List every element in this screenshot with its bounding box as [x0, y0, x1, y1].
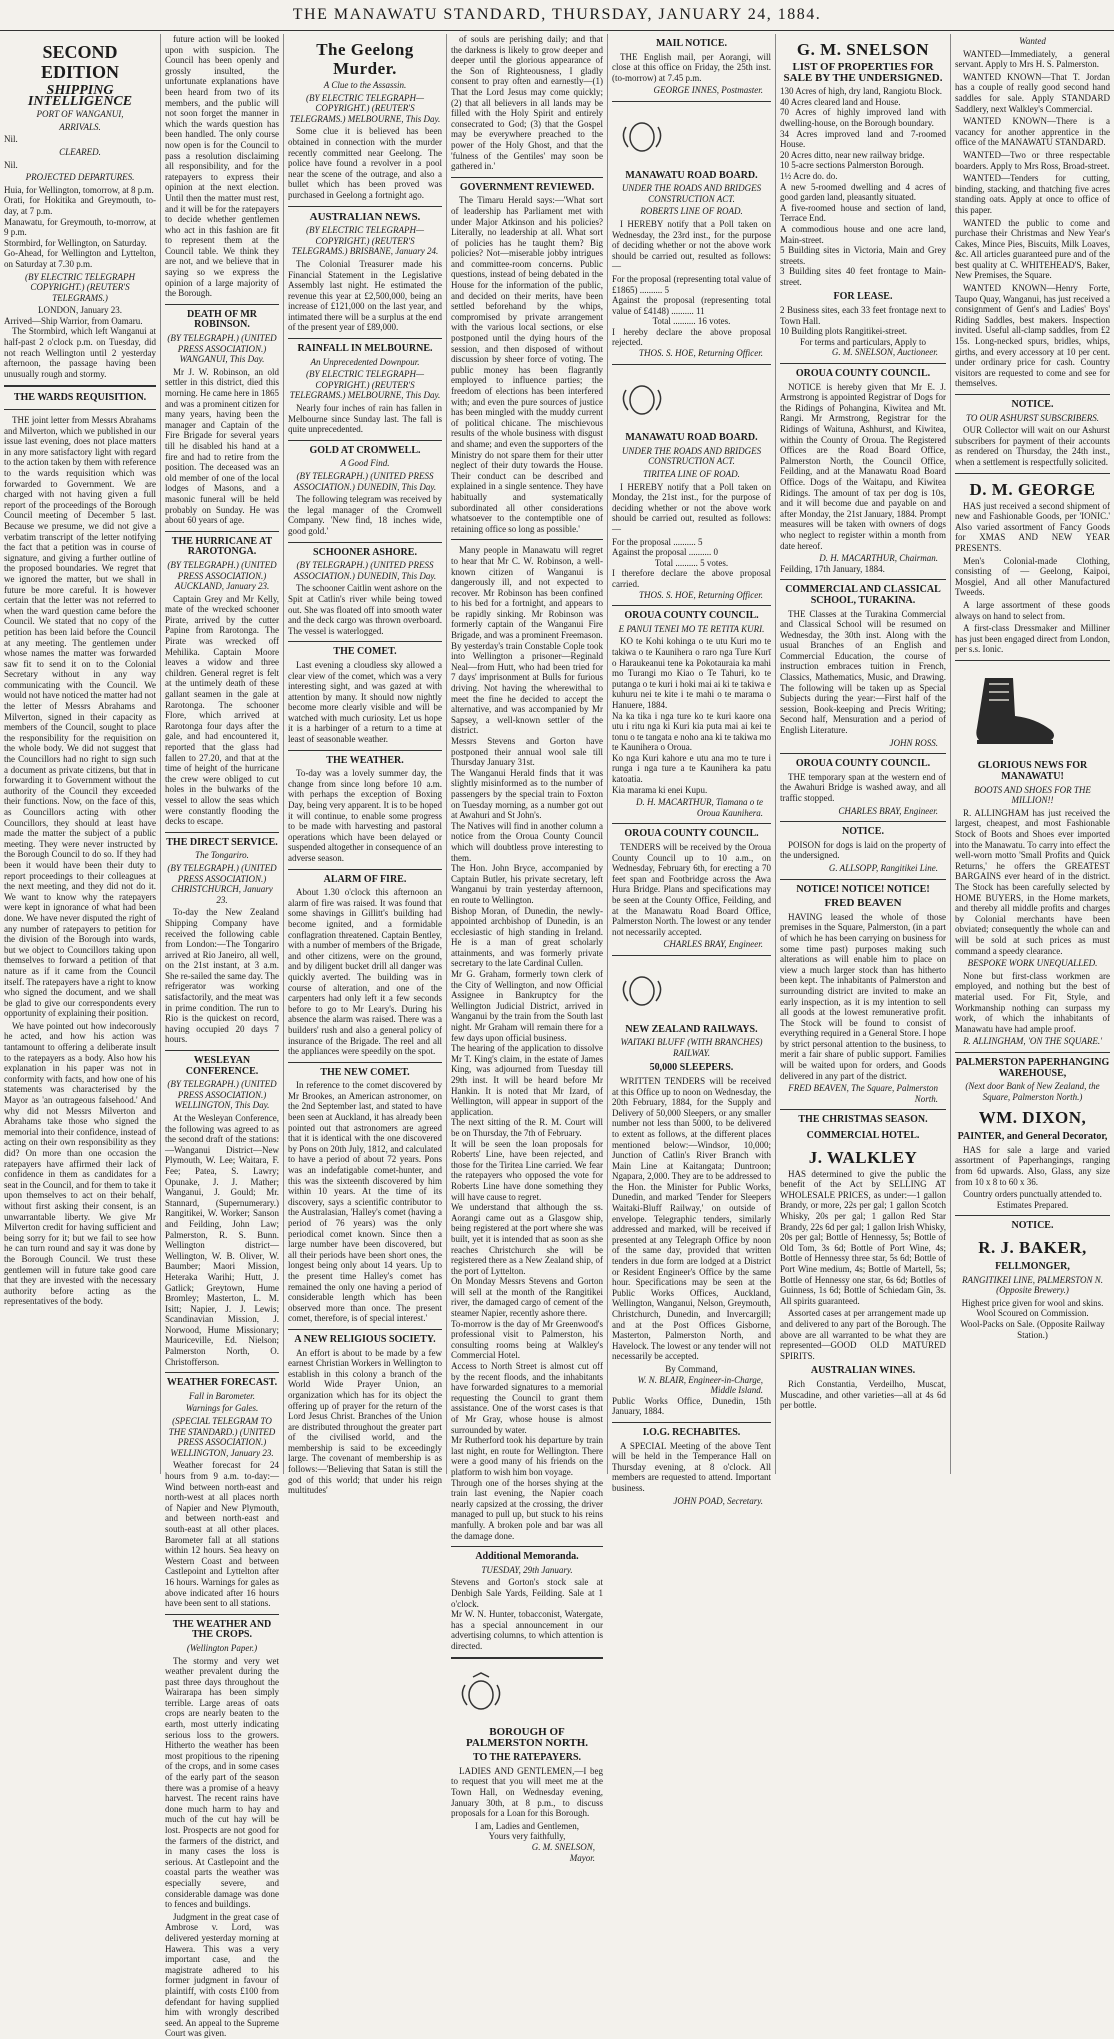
property-item: 1½ Acre do. do.: [780, 170, 838, 181]
baker-ad: Highest price given for wool and skins.: [961, 1297, 1104, 1308]
column-3: [284, 34, 447, 1496]
wanted-ad: WANTED—Tenders for cutting, binding, stacking, and thatching five acres standing oats. Apply at once to office of this paper.: [955, 173, 1110, 215]
judgment-article: Judgment in the great case of Ambrose v. Lord, was delivered yesterday morning at Hawera. This was a very important case, and the magistrate adhered to his former judgment in favour of plaintiff, with costs £100 from defendant for having supplied him with wrongly described seed. An appeal to the Supreme Court was given.: [165, 1911, 279, 2039]
religious-society-heading: A NEW RELIGIOUS SOCIETY.: [294, 1333, 436, 1345]
wanted-ad: WANTED KNOWN—There is a vacancy for another apprentice in the office of the MANAWATU STANDARD.: [955, 116, 1110, 148]
walkley-ad: HAS determined to give the public the benefit of the Act by SELLING AT WHOLESALE PRICES, as under:—1 gallon Brandy, or more, 22s per gal; 1 gallon Scotch Whisky, 20s per gal; 1 gallon Red Star Brandy, 22s 6d per gal; 1 gallon Irish Whisky, 20s per gal; Bottle of Hennessy, 5s; Bottle of Old Tom, 3s 6d; Bottle of Port Wine, 4s; Bottle of Hennessy three star, 5s 6d; Bottle of Port Wine medium, 4s; Bottle of Martell, 5s; Bottle of Hennessy one star, 6s 6d; Bottles of Guinness, 1s 6d; Bottle of Schiedam Gin, 3s. All spirits guaranteed.: [780, 1168, 946, 1306]
weather-article: To-day was a lovely summer day, the change from since long before 10 a.m. with perhaps the exception of Boxing Day, being very apparent. It is to be hoped it will continue, to enable some progress to be made with harvesting and pastoral operations which have been delayed or suspended altogether in consequence of an adverse season.: [288, 768, 442, 863]
maori-notice-sign: D. H. MACARTHUR, Tiamana o te Oroua Kaunihera.: [636, 797, 763, 818]
tenders-sign: CHARLES BRAY, Engineer.: [663, 939, 763, 950]
borough-sign: I am, Ladies and Gentlemen,: [475, 1820, 579, 1831]
gold-wire: (BY TELEGRAPH.) (UNITED PRESS ASSOCIATION.) DUNEDIN, This Day.: [293, 471, 437, 492]
crops-article: The stormy and very wet weather prevalent during the past three days throughout the Wairarapa has been simply terrible. Large areas of oats crops are nearly beaten to the earth, most utterly indicating serious loss to the growers. Hitherto the weather has been most propitious to the ripening of the crops, and in some cases of the early part of the season there was a promise of a heavy harvest. The recent rains have done much harm to hay and much of the cut hay will be lost. Prospects are not good for the farmers of the district, and in many cases the loss is serious. At Castlepoint and the coastal parts the weather was especially severe, and considerable damage was done to fences and buildings.: [165, 1655, 279, 1910]
christmas-heading: THE CHRISTMAS SEASON.: [798, 1114, 928, 1126]
geelong-sub: A Clue to the Assassin.: [323, 80, 407, 90]
wanted-ad: WANTED the public to come and purchase their Christmas and New Year's Cakes, Mince Pies, Biscuits, Milk Loaves, &c. All articles guaranteed pure and of the best quality at C. WHITEHEAD'S, Baker, New Premises, the Square.: [955, 217, 1110, 281]
school-heading: COMMERCIAL AND CLASSICAL SCHOOL, TURAKINA.: [785, 584, 941, 606]
robinson-article: Mr J. W. Robinson, an old settler in this district, died this morning. He came here in 1865 and was a prominent citizen for many years, having been the manager and Captain of the Fire Brigade for several years till he disabled his hand at a fire and had to retire from the position. The deceased was an old member of one of the local lodges of Masons, and a masonic funeral will be held probably on Sunday. He was about 60 years of age.: [165, 366, 279, 526]
poll-declaration: I therefore declare the above proposal carried.: [612, 568, 771, 589]
wines-ad: Rich Constantia, Verdeilho, Muscat, Muscadine, and other varieties—all at 4s 6d per bottle.: [780, 1378, 946, 1411]
wards-article: THE joint letter from Messrs Abrahams and Milverton, which we published in our issue last evening, does not place matters in any more satisfactory light with regard to the action taken by them with reference to the wards requisition which was forwarded to Government. We are charged with not having given a full report of the proceedings of the Borough Council meeting of December 5 last. Because we presume, we did not give a verbatim transcript of the letter notifying the fact that a petition was in course of signature, and giving a further outline of the proposed boundaries. We regret that we ignored the matter, but we shall in future be more careful. It is however certain that the letter was not referred to when the ward question came before the Council. We stated that no copy of the petition has been laid before the Council at any meeting. The gentlemen under whose names the matter was forwarded saw fit to send it on to the Colonial Secretary without in any way communicating with the Council. We would not have noticed the matter had not the letter of Messrs Abrahams and Milverton, signed in their capacity as members of the Council, sought to place the responsibility for the requisition on the whole body. We did not suggest that the Councillors had no right to sign such a document as private citizens, but that in forwarding it to Government without the authority of the Council they exceeded their functions. Now, on the face of this, as Councillors acting with other Councillors, they should at least have made the matter the subject of a public meeting. They were never instructed by the Borough Council to do so. If they had been it would have been their duty to report proceedings to their colleagues at the next meeting, and they did not do it. We want to know why the ratepayers were kept in ignorance of what had been done. We have never disputed the right of any number of ratepayers to petition for the division of the Borough into wards, but we object to Councillors taking upon themselves to forward a petition of that nature as if it came from the Council itself. The ratepayers have a right to know who signed the document, and we shall be glad to give our correspondents every opportunity of explaining their position.: [4, 415, 156, 1019]
wards-heading: THE WARDS REQUISITION.: [13, 392, 147, 404]
weather-forecast-sub: Fall in Barometer.: [189, 1390, 255, 1401]
walkley-ad-continued: Assorted cases at per arrangement made up and delivered to any part of the Borough. The above are all warranted to be what they are represented—GOOD OLD MATURED SPIRITS.: [780, 1308, 946, 1361]
gold-heading: GOLD AT CROMWELL.: [309, 444, 421, 456]
wesleyan-wire: (BY TELEGRAPH.) (UNITED PRESS ASSOCIATION.) WELLINGTON, This Day.: [167, 1079, 277, 1111]
ashurst-notice: OUR Collector will wait on our Ashurst subscribers for payment of their accounts as rendered on Thursday, the 24th inst., when a settlement is respectfully solicited.: [955, 425, 1110, 467]
weather-forecast-heading: WEATHER FORECAST.: [166, 1377, 278, 1389]
departure-item: Huia, for Wellington, tomorrow, at 8 p.m.: [4, 184, 154, 195]
additional-memoranda-item: Stevens and Gorton's stock sale at Denbigh Sale Yards, Feilding. Sale at 1 o'clock.: [451, 1577, 603, 1609]
boots-sub: BOOTS AND SHOES FOR THE MILLION!!: [974, 784, 1091, 806]
coat-of-arms-icon: [612, 376, 672, 420]
property-item: 5 Building sites in Victoria, Main and Grey streets.: [780, 245, 946, 266]
column-2: [161, 34, 284, 2039]
rainfall-heading: RAINFALL IN MELBOURNE.: [297, 343, 433, 355]
railways-sign: By Command,: [665, 1363, 718, 1374]
george-ad: Men's Colonial-made Clothing, consisting of — Geelong, Kaipoi, Mosgiel, And all other Manufactured Tweeds.: [955, 555, 1110, 598]
departure-item: Manawatu, for Greymouth, to-morrow, at 9 p.m.: [4, 216, 156, 238]
lease-heading: FOR LEASE.: [833, 291, 893, 303]
allingham-ad: R. ALLINGHAM has just received the largest, cheapest, and most Fashionable Stock of Boots and Shoes ever imported into the Manawatu. To carry into effect the well-worn motto 'Small Profits and Quick Returns,' he offers the GREATEST BARGAINS ever heard of in the district. The Stock has been carefully selected by HOME BUYERS, in the Home markets, and thereby all middle profits and charges by Colonial merchants have been obviated; consequently the whole can and will be sold at such prices as must command a speedy clearance.: [955, 807, 1110, 956]
property-item: A commodious house and one acre land, Main-street.: [780, 223, 946, 245]
additional-memoranda-date: TUESDAY, 29th January.: [481, 1564, 573, 1575]
baker-sub: FELLMONGER,: [995, 1261, 1070, 1273]
hurricane-article: Captain Grey and Mr Kelly, mate of the wrecked schooner Pirate, arrived by the cutter Papine from Rarotonga. The Pirate was wrecked off Mehilika. Captain Moore leaves a widow and three children. General regret is felt at the untimely death of these gallant seamen in the gale at Rarotonga. The schooner Flore, which arrived at Rarotonga four days after the gale, and had encountered it, reported that the glass had fallen to 27.20, and that at the time of height of the hurricane the crew were obliged to cut holes in the bulwarks of the vessel to allow the seas which were constantly flooding the decks to escape.: [165, 593, 279, 827]
beaven-heading: FRED BEAVEN: [824, 897, 902, 910]
weather-forecast-wire: (SPECIAL TELEGRAM TO THE STANDARD.) (UNITED PRESS ASSOCIATION.) WELLINGTON, January 23.: [168, 1416, 276, 1458]
column-1: [0, 34, 161, 1474]
gold-article: The following telegram was received by the legal manager of the Cromwell Company. 'New find, 18 inches wide, good gold.': [288, 494, 442, 536]
road-board-notice: I HEREBY notify that a Poll taken on Monday, the 21st inst., for the purpose of deciding whether or not the above work should be carried out, resulted as follows:—: [612, 481, 771, 534]
wanted-ad: WANTED—Two or three respectable boarders. Apply to Mrs Ross, Broad-street.: [955, 149, 1110, 171]
robinson-wire: (BY TELEGRAPH.) (UNITED PRESS ASSOCIATION.) WANGANUI, This Day.: [167, 333, 277, 365]
road-line: ROBERTS LINE OF ROAD.: [640, 206, 743, 217]
railways-sign: W. N. BLAIR, Engineer-in-Charge, Middle Island.: [637, 1374, 763, 1396]
school-notice: THE Classes at the Turakina Commercial and Classical School will be resumed on Wednesday, the 30th inst. Along with the usual Branches of an English and Commercial Education, the course of instruction embraces tuition in French, Classics, Mathematics, Music, and Drawing. The following will be taken up as Special Subjects during the year:—First half of the session, Book-keeping and Precis Writing; Second half, Mensuration and a period of English Literature.: [780, 608, 946, 736]
dog-registrar-notice: NOTICE is hereby given that Mr E. J. Armstrong is appointed Registrar of Dogs for the Ridings of Pohangina, Kiwitea and Mt. Rangi. Mr Armstrong, Registrar for the Ridings of Waituna, Ashhurst, and Kiwitea, within the County of Oroua. The Registered Offices are the Road Board Office, Palmerston North, the Council Office, Feilding, and at the Manawatu Road Board Office. Dogs of the Waitapu, and Kiwitea Ridings. The amount of tax per dog is 10s, and it will become due and payable on and after Monday, the 21st January, 1884. Prompt measures will be taken with owners of dogs who neglect to register within a month from date hereof.: [780, 381, 946, 551]
property-item: 130 Acres of high, dry land, Rangiotu Block.: [780, 86, 942, 97]
allingham-sign: R. ALLINGHAM, 'ON THE SQUARE.': [963, 1036, 1102, 1047]
departure-item: Go-Ahead, for Wellington and Lyttelton, on Saturday at 7.30 p.m.: [4, 248, 156, 269]
arrivals-label: ARRIVALS.: [59, 121, 101, 132]
wire-text: Arrived—Ship Warrior, from Oamaru.: [4, 315, 143, 326]
property-item: 3 Building sites 40 feet frontage to Main-street.: [780, 266, 946, 287]
wesleyan-article: At the Wesleyan Conference, the following was agreed to as the second draft of the stations:—Wanganui District—New Plymouth, W. Lee; Waitara, F. Fee; Patea, S. Lawry; Opunake, J. J. Mather; Wanganui, J. Gould; Mr. Stannard, (Supernumerary.) Rangitikei, W. Worker; Sanson and Feilding, John Law; Palmerston, R. S. Bunn. Wellington district—Wellington, W. B. Oliver, W. Baumber; Maori Mission, Heteraka Warihi; Hutt, J. Gatlick; Greytown, Hume Bromley; Masterton, L. M. Isitt; Napier, J. J. Lewis; Scandinavian Mission, J. Norwood, Hume Missionary; Mauriceville, Ed. Nielson; Palmerston North, O. Christofferson.: [165, 1113, 279, 1367]
poll-declaration: I hereby declare the above proposal rejected.: [612, 326, 771, 348]
hotel-heading: COMMERCIAL HOTEL.: [806, 1130, 920, 1142]
poll-for: For the proposal (representing total value of £1865) .......... 5: [612, 273, 771, 295]
borough-sign: G. M. SNELSON,: [531, 1842, 595, 1852]
baker-address: RANGITIKEI LINE, PALMERSTON N. (Opposite Brewery.): [962, 1274, 1103, 1296]
road-board-sub: UNDER THE ROADS AND BRIDGES CONSTRUCTION ACT.: [621, 183, 762, 204]
rainfall-sub: An Unprecedented Downpour.: [310, 356, 420, 367]
george-heading: D. M. GEORGE: [969, 479, 1096, 499]
sleepers-heading: 50,000 SLEEPERS.: [649, 1062, 734, 1074]
hurricane-wire: (BY TELEGRAPH.) (UNITED PRESS ASSOCIATION.) AUCKLAND, January 23.: [167, 559, 277, 592]
road-board-notice: I HEREBY notify that a Poll taken on Wednesday, the 23rd inst., for the purpose of deciding whether or not the above work should be carried out, resulted as follows:—: [612, 218, 771, 272]
wesleyan-heading: WESLEYAN CONFERENCE.: [185, 1055, 259, 1077]
robinson-heading: DEATH OF MR ROBINSON.: [187, 308, 257, 331]
wanted-ad: WANTED KNOWN—Henry Forte, Taupo Quay, Wanganui, has just received a consignment of Gent's and Ladies' Boys' Riding Saddles, best makers. Inspection invited. Useful all-clamp saddles, from £2 15s. Long-necked spurs, bridles, whips, girths, and every accessory at 10 per cent. under ordinary price for cash. Country visitors are requested to come and see for themselves.: [955, 283, 1110, 389]
government-heading: GOVERNMENT REVIEWED.: [459, 181, 595, 193]
maori-notice: KO te Kohi kohinga o te utu Kuri mo te takiwa o te Kaunihera o raro nga Ture Kurī o Haraukeanui tene ka Pokotauraia ka mahi mo Turangi mo Kiao o Te Tahuri, ko te putanga o te kuri i hoki mai ai ki te takiwa e kuhuru nei te kite i te mahi o te marama o Hanuere, 1884. Na ka tika i nga ture ko te kuri kaore ona utu i ritu nga ki Kuri kia puta mai ai kei te tonu o te tangata e noho ana ki te takiwa mo te Kaunihera o Oroua. Ko nga Kuri kahore e utu ana mo te ture i runga i nga ture a te Kaunihera ka patu katoatia. Kia marama ki enei Kupu.: [612, 636, 771, 795]
oroua-council-heading: OROUA COUNTY COUNCIL.: [795, 368, 931, 380]
cleared-value: Nil.: [4, 159, 18, 170]
notice-heading: NOTICE.: [1011, 399, 1054, 410]
mail-notice-sign: GEORGE INNES, Postmaster.: [653, 85, 763, 96]
railways-sub: WAITAKI BLUFF (WITH BRANCHES) RAILWAY.: [620, 1037, 763, 1058]
arrivals-value: Nil.: [4, 134, 18, 145]
dixon-sub: PAINTER, and General Decorator,: [957, 1131, 1108, 1143]
wanted-ad: WANTED—Immediately, a general servant. Apply to Mrs H. S. Palmerston.: [955, 48, 1110, 70]
bridge-sign: CHARLES BRAY, Engineer.: [838, 805, 938, 816]
snelson-apply: For terms and particulars, Apply to: [800, 336, 926, 347]
dixon-heading: WM. DIXON,: [978, 1108, 1087, 1128]
glorious-news-heading: GLORIOUS NEWS FOR MANAWATU!: [977, 760, 1088, 783]
wire-dateline: LONDON, January 23.: [38, 305, 122, 316]
direct-service-heading: THE DIRECT SERVICE.: [166, 836, 278, 848]
shipping-heading: SHIPPING INTELLIGENCE: [27, 83, 133, 109]
oroua-council-heading: OROUA COUNTY COUNCIL.: [624, 828, 759, 840]
fire-article: About 1.30 o'clock this afternoon an alarm of fire was raised. It was found that some shavings in Gillitt's building had become ignited, and a formidable conflagration threatened. Captain Bentley, with a number of members of the Brigade, and other citizens, were on the ground, and by diligent bucket drill all danger was quickly averted. The building was in course of alteration, and one of the carpenters had only left it a few seconds before to go to Mr Leary's. During his absence the alarm was raised. There was a builders' rush and also a general policy of insurance of the Brigade. The reel and all the appliances were speedily on the spot.: [288, 887, 442, 1057]
additional-memoranda-item: Mr W. N. Hunter, tobacconist, Watergate, has a special announcement in our advertising columns, to which attention is directed.: [451, 1609, 603, 1651]
george-ad: HAS just received a second shipment of new and Fashionable Goods, per 'IONIC.' Also varied assortment of Fancy Goods for XMAS AND NEW YEAR PRESENTS.: [955, 500, 1110, 553]
borough-sub: TO THE RATEPAYERS.: [472, 1752, 582, 1764]
paperhanging-sub: (Next door Bank of New Zealand, the Square, Palmerston North.): [965, 1081, 1100, 1102]
wines-heading: AUSTRALIAN WINES.: [810, 1365, 916, 1377]
wards-continuation: future action will be looked upon with suspicion. The Council has been openly and grossly insulted, the unfortunate explanations have been heard from two of its members, and the public will not soon forget the manner in which the wards question has been handled. The only course now open is for the Council to pass a resolution disclaiming all responsibility, and for the ratepayers to express their opinion at the next election. Until then the matter must rest, and it will be for the ratepayers to decide whether gentlemen who act in this fashion are fit to represent them at the Council table. We think they are not, and we believe that in saying so we express the opinion of a large majority of the Borough.: [165, 34, 279, 299]
snelson-sub: LIST OF PROPERTIES FOR SALE BY THE UNDERSIGNED.: [783, 61, 943, 84]
road-board-sub: UNDER THE ROADS AND BRIDGES CONSTRUCTION ACT.: [621, 445, 762, 467]
borough-sign: Yours very faithfully,: [488, 1831, 566, 1842]
maori-notice-heading: E PANUI TENEI MO TE RETITA KURI.: [618, 623, 765, 634]
lease-item: 10 Building plots Rangitikei-street.: [780, 326, 907, 337]
coat-of-arms-icon: [451, 1671, 511, 1715]
wire-heading: (BY ELECTRIC TELEGRAPH COPYRIGHT.) (REUTER'S TELEGRAMS.): [24, 271, 135, 303]
snelson-sign: G. M. SNELSON, Auctioneer.: [831, 347, 938, 358]
road-line: TIRITEA LINE OF ROAD.: [643, 469, 740, 480]
george-ad: A first-class Dressmaker and Milliner has just been engaged direct from London, per s.s. Ionic.: [955, 623, 1110, 655]
bridge-notice: THE temporary span at the western end of the Awahuri Bridge is washed away, and all traffic stopped.: [780, 771, 946, 803]
weather-forecast-sub2: Warnings for Gales.: [185, 1403, 259, 1414]
departures-label: PROJECTED DEPARTURES.: [25, 172, 135, 183]
column-4: [447, 34, 608, 1863]
poll-against: Against the proposal .......... 0: [612, 547, 718, 558]
direct-service-article: To-day the New Zealand Shipping Company have received the following cable from London:—The Tongariro arrived at Rio Janeiro, all well, on the 21st instant, at 3 a.m. She re-sailed the same day. The refrigerator was working satisfactorily, and the meat was in prime condition. The run to Rio is the quickest on record, having occupied 20 days 7 hours.: [165, 907, 279, 1045]
borough-notice: LADIES AND GENTLEMEN,—I beg to request that you will meet me at the Town Hall, on Wednesday evening, January 30th, at 8 p.m., to discuss proposals for a Loan for this Borough.: [451, 1765, 603, 1819]
poll-against: Against the proposal (representing total value of £4148) .......... 11: [612, 295, 771, 316]
rechabites-heading: I.O.G. RECHABITES.: [642, 1426, 741, 1438]
gold-sub: A Good Find.: [340, 458, 390, 469]
property-item: A five-roomed house and section of land, Terrace End.: [780, 202, 946, 224]
property-item: 40 Acres cleared land and House.: [780, 96, 901, 107]
weather-forecast-article: Weather forecast for 24 hours from 9 a.m. to-day:—Wind between north-east and north-west at all places north of Napier and New Plymouth, and between north-east and south-east at all other places. Barometer fall at all stations within 12 hours. Sea heavy on Western Coast and between Castlepoint and Lyttelton after 16 hours. Warnings for gales as above indicated after 16 hours have been sent to all stations.: [165, 1460, 279, 1609]
railways-sign: Public Works Office, Dunedin, 15th January, 1884.: [612, 1395, 771, 1417]
dog-registrar-date: Feilding, 17th January, 1884.: [780, 563, 885, 574]
dixon-ad: Country orders punctually attended to.: [963, 1189, 1102, 1200]
borough-heading: BOROUGH OF PALMERSTON NORTH.: [465, 1726, 589, 1749]
ashurst-heading: TO OUR ASHURST SUBSCRIBERS.: [965, 412, 1099, 423]
property-item: 10 5-acre sections Palmerston Borough.: [780, 160, 924, 171]
snelson-heading: G. M. SNELSON: [796, 40, 930, 59]
road-board-heading: MANAWATU ROAD BOARD.: [625, 169, 758, 181]
railways-heading: NEW ZEALAND RAILWAYS.: [625, 1023, 758, 1035]
baker-ad: Wool Scoured on Commission.: [976, 1308, 1089, 1319]
schooner-article: The schooner Caitlin went ashore on the Spit at Catlin's river while being towed out. She was floated off into smooth water and the deck cargo was thrown overboard. The vessel is waterlogged.: [288, 583, 442, 636]
rechabites-sign: JOHN POAD, Secretary.: [673, 1495, 763, 1506]
hurricane-heading: THE HURRICANE AT RAROTONGA.: [171, 535, 273, 558]
dixon-ad: HAS for sale a large and varied assortment of Paperhangings, ranging from 6d upwards. Also, Glass, any size from 10 x 8 to 60 x 36.: [955, 1144, 1110, 1187]
dixon-ad: Estimates Prepared.: [996, 1199, 1069, 1210]
column-5: [608, 34, 776, 1506]
coat-of-arms-icon: [612, 113, 672, 157]
religious-society-article: An effort is about to be made by a few earnest Christian Workers in Wellington to establish in this colony a branch of the World Wide Prayer Union, an organization which has for its object the offering up of prayer for the return of the Lord Jesus Christ. Branches of the Union are distributed throughout the greater part of the civilised world, and the membership is said to be exceedingly large. The covenant of membership is as follows:—'Believing that Satan is still the god of this world; that under his reign multitudes': [288, 1347, 442, 1496]
boot-icon: [955, 670, 1065, 750]
baker-ad: Wool-Packs on Sale. (Opposite Railway Station.): [960, 1319, 1105, 1340]
railways-notice: WRITTEN TENDERS will be received at this Office up to noon on Wednesday, the 20th February, 1884, for the Supply and Delivery of 50,000 Sleepers, or any smaller number not less than 5000, to be delivered to extent as follows, at the different places mentioned below:—Windsor, 10,000; Junction of Catlin's River Branch with Main Line at Kaitangata; Duntroon; Ngapara, 2,000. They are to be addressed to the Hon. the Minister for Public Works, Dunedin, and marked 'Tender for Sleepers Waitaki-Bluff Railway,' on outside of envelope. Telegraphic tenders, similarly addressed and marked, will be received if presented at any Telegraph Office by noon of the same day, provided that written tenders in due form are lodged at a District or Resident Engineer's Office by the same hour. Specifications may be seen at the Public Works Offices, Auckland, Wellington, Wanganui, Nelson, Greymouth, Christchurch, Dunedin, and Invercargill; and at the Post Offices Gisborne, Masterton, Palmerston North, and Havelock. The lowest or any tender will not necessarily be accepted.: [612, 1075, 771, 1362]
poll-total: Total .......... 16 votes.: [652, 316, 731, 327]
weather-heading: THE WEATHER.: [326, 754, 404, 766]
baker-heading: R. J. BAKER,: [978, 1238, 1087, 1258]
property-item: 34 Acres improved land and 7-roomed House.: [780, 128, 946, 150]
coat-of-arms-icon: [612, 967, 672, 1011]
wanted-ad: WANTED KNOWN—That T. Jordan has a couple of really good second hand saddles for sale. Apply STANDARD Saddlery, next Walkley's Commercial.: [955, 71, 1110, 114]
australian-news-heading: AUSTRALIAN NEWS.: [309, 210, 421, 223]
government-article: The Timaru Herald says:—'What sort of leadership has Parliament met with under Major Atkinson and his policies? Literally, no leadership at all. What sort of policies has he taught them? Big policies? Not—miserable jobby intrigues and committee-room concerns. Public questions, instead of being debated in the House for the information of the public, and decided on their merits, have been settled beforehand by the whips, compromised by private arrangement with the various local sections, or else postponed until the dying hours of the session, and then disposed of without discussion by sheer force of voting. The public money has been flagrantly employed to influence parties; the freedom of elections has been interfered with; and even the pure sources of justice has been mingled with the muddy current of political chicane. The mischievous results of the whole business with disgust and shame; and even the supporters of the Ministry do not spare them for their utter neglect of their duty towards the House. Their conduct can be described and explained in a single sentence. They have habitually and systematically subordinated all other considerations whatsoever to the contemptible one of retaining office so long as possible.': [451, 195, 603, 534]
oroua-council-heading: OROUA COUNTY COUNCIL.: [624, 610, 759, 622]
allingham-ad-continued: None but first-class workmen are employed, and nothing but the best of material used. For Fit, Style, and Workmanship nothing can surpass my work, of which the inhabitants of Manawatu have had ample proof.: [955, 970, 1110, 1034]
property-item: 20 Acres ditto, near new railway bridge.: [780, 149, 925, 160]
australian-news-wire: (BY ELECTRIC TELEGRAPH—COPYRIGHT.) (REUTER'S TELEGRAMS.) BRISBANE, January 24.: [291, 225, 439, 257]
crops-heading: THE WEATHER AND THE CROPS.: [172, 1618, 272, 1641]
geelong-article: Some clue it is believed has been obtained in connection with the murder recently committed near Geelong. The police have found a revolver in a pool near the scene of the outrage, and also a bullet which has been proved was purchased in Geelong a fortnight ago.: [288, 126, 442, 200]
wards-article-continued: We have pointed out how indecorously he acted, and how his action was tantamount to offering a deliberate insult to the ratepayers as a body. Also how his explanation in his paper was not in conformity with facts, and how one of his statements was characterised by the Mayor as 'an outrageous falsehood.' And why did not Messrs Milverton and Abrahams take those who signed the memorial into their confidence, instead of acting on their own responsibility as they did? On more than one occasion the ratepayers have affirmed their lack of confidence in them as candidates for a seat in the Council, and for them to take it upon themselves to act on their behalf, without first asking their consent, is an unwarrantable liberty. We give Mr Milverton credit for having sufficient and being sorry for it; but we fail to see how he can turn round and say it was done by the Borough Council. We trust these gentlemen will in future take good care that they are invested with the necessary authority before acting as the representatives of the body.: [4, 1020, 156, 1307]
mail-notice-heading: MAIL NOTICE.: [655, 38, 728, 49]
road-board-sign: THOS. S. HOE, Returning Officer.: [639, 348, 763, 359]
dog-registrar-sign: D. H. MACARTHUR, Chairman.: [819, 553, 938, 564]
beaven-sign: FRED BEAVEN, The Square, Palmerston North.: [788, 1083, 938, 1104]
notice-repeat: NOTICE! NOTICE! NOTICE!: [796, 883, 930, 895]
paperhanging-heading: PALMERSTON PAPERHANGING WAREHOUSE,: [955, 1056, 1110, 1079]
walkley-heading: J. WALKLEY: [808, 1147, 918, 1167]
rainfall-wire: (BY ELECTRIC TELEGRAPH—COPYRIGHT.) (REUTER'S TELEGRAMS.) MELBOURNE, This Day.: [289, 369, 441, 401]
masthead: THE MANAWATU STANDARD, THURSDAY, JANUARY 24, 1884.: [0, 0, 1114, 31]
road-board-heading: MANAWATU ROAD BOARD.: [625, 432, 758, 444]
poison-notice: POISON for dogs is laid on the property of the undersigned.: [780, 839, 946, 861]
wanted-heading: Wanted: [1019, 36, 1046, 46]
new-comet-article: In reference to the comet discovered by Mr Brookes, an American astronomer, on the 2nd September last, and stated to have been seen at Auckland, it has already been pointed out that astronomers are agreed that it is identical with the one discovered by Pons on 20th July, 1812, and calculated to have a period of about 72 years. Pons was an indefatigable comet-hunter, and this was the sixteenth discovered by him within 10 years. At the time of its discovery, says a scientific contributor to the Australasian, 'Halley's comet (having a period of 76 years) was the only periodical comet known. Since then a large number have been discovered, but all their periods have been short ones, the longest being only about 14 years. Up to the present time Halley's comet has remained the only one having a period of considerable length which has been observed more than once. The present comet, therefore, is of special interest.': [288, 1080, 442, 1324]
poll-total: Total .......... 5 votes.: [654, 557, 729, 568]
geelong-heading: The Geelong Murder.: [316, 40, 414, 78]
borough-sign: Mayor.: [569, 1852, 595, 1863]
comet-article: Last evening a cloudless sky allowed a clear view of the comet, which was a very interesting sight, and was gazed at with attention by many. It should now nightly become more clearly visible and will be watched with much curiosity. Let us hope it is a harbinger of a return to a time at least of seasonable weather.: [288, 659, 442, 745]
religious-continuation: of souls are perishing daily; and that the darkness is likely to grow deeper and deeper until the glorious appearance of the Son of Righteousness, I gladly consent to pray often and earnestly—(1) That the Lord Jesus may come quickly; (2) that all believers in all lands may be filled with the Holy Spirit and entirely consecrated to God; (3) that the Gospel may be everywhere preached to the power of the Holy Ghost, and that the 'fulness of the Gentiles' may soon be gathered in.': [451, 34, 603, 172]
schooner-wire: (BY TELEGRAPH.) (UNITED PRESS ASSOCIATION.) DUNEDIN, This Day.: [293, 560, 437, 581]
property-item: A new 5-roomed dwelling and 4 acres of good garden land, pleasantly situated.: [780, 181, 946, 203]
additional-memoranda-heading: Additional Memoranda.: [475, 1551, 579, 1563]
new-comet-heading: THE NEW COMET.: [320, 1066, 410, 1078]
oroua-council-heading: OROUA COUNTY COUNCIL.: [795, 758, 931, 770]
direct-service-sub: The Tongariro.: [195, 850, 249, 861]
school-sign: JOHN ROSS.: [889, 737, 938, 748]
beaven-ad: HAVING leased the whole of those premises in the Square, Palmerston, (in a part of which he has been carrying on business for some time past) purposes making such alterations as will enable him to place on view a much larger stock than has hitherto been kept. The inhabitants of Palmerston and surrounding district are invited to make an early inspection, as it is my intention to sell all goods at the lowest remunerative profit. The Stock will be found to consist of everything required in a General Store. I hope by strict personal attention to the business, to merit a fair share of public support. Families will be waited upon for orders, and Goods delivered in any part of the district.: [780, 911, 946, 1081]
second-edition-title: SECOND EDITION: [40, 42, 120, 82]
column-6: [776, 34, 951, 1474]
notice-heading: NOTICE.: [1011, 1220, 1054, 1232]
rechabites-notice: A SPECIAL Meeting of the above Tent will be held in the Temperance Hall on Thursday evening, at 8 o'clock. All members are requested to attend. Important business.: [612, 1440, 771, 1493]
direct-service-wire: (BY TELEGRAPH.) (UNITED PRESS ASSOCIATION.) CHRISTCHURCH, January 23.: [167, 862, 277, 905]
departure-item: Stormbird, for Wellington, on Saturday.: [4, 237, 147, 248]
poison-sign: G. ALLSOPP, Rangitikei Line.: [828, 862, 938, 873]
bespoke-heading: BESPOKE WORK UNEQUALLED.: [967, 958, 1098, 969]
departure-item: Orati, for Hokitika and Greymouth, to-day, at 7 p.m.: [4, 195, 156, 216]
mail-notice: THE English mail, per Aorangi, will close at this office on Friday, the 25th inst. (to-morrow) at 7.45 p.m.: [612, 51, 771, 83]
schooner-heading: SCHOONER ASHORE.: [313, 546, 417, 558]
property-item: 70 Acres of highly improved land with dwelling-house, on the Borough boundary.: [780, 107, 946, 128]
cleared-label: CLEARED.: [59, 146, 101, 157]
poll-for: For the proposal .......... 5: [612, 536, 703, 547]
geelong-wire: (BY ELECTRIC TELEGRAPH—COPYRIGHT.) (REUTER'S TELEGRAMS.) MELBOURNE, This Day.: [289, 92, 441, 124]
george-ad: A large assortment of these goods always on hand to select from.: [955, 599, 1110, 621]
comet-heading: THE COMET.: [333, 646, 397, 658]
crops-source: (Wellington Paper.): [186, 1642, 258, 1653]
road-board-sign: THOS. S. HOE, Returning Officer.: [639, 589, 763, 600]
australian-news-article: The Colonial Treasurer made his Financial Statement in the Legislative Assembly last night. He estimated the revenue this year at £2,500,000, being an increase of £121,000 on the last year, and intimated there will be a surplus at the end of the present year of £89,000.: [288, 258, 442, 333]
local-news: Many people in Manawatu will regret to hear that Mr C. W. Robinson, a well-known citizen of Wanganui is dangerously ill, and not expected to recover. Mr Robinson has been confined to his bed for a fortnight, and appears to be rapidly sinking. Mr Robinson was formerly captain of the Wanganui Fire Brigade, and was a prominent Freemason. By yesterday's train Constable Cople took into Wellington a prisoner—Reginald Neal—from Hutt, who had been tried for 7 days' imprisonment at Bulls for furious driving. Not having the wherewithal to meet the fine he decided to accept the alternative, and was accompanied by Mr Sapsey, a well-known settler of the district. Messrs Stevens and Gorton have postponed their annual wool sale till Thursday January 31st. The Wanganui Herald finds that it was slightly misinformed as to the number of passengers by the special train to Foxton on Tuesday morning, as a number got out at Awahuri and St John's. The Natives will find in another column a notice from the Oroua County Council which will doubtless prove interesting to them. The Hon. John Bryce, accompanied by Captain Butler, his private secretary, left Wanganui by train yesterday afternoon, en route to Wellington. Bishop Moran, of Dunedin, the newly-appointed archbishop of Dunedin, is an ecclesiastic of high standing in Ireland. He is a man of great scholarly attainments, and was formerly private secretary to the late Cardinal Cullen. Mr G. Graham, formerly town clerk of the City of Wellington, and now Official Assignee in Bankruptcy for the Wellington Judicial District, arrived in Wanganui by the train from the South last night. Mr Graham will remain there for a few days upon official business. The hearing of the application to dissolve Mr T. King's claim, in the estate of James King, was adjourned from Tuesday till 29th inst. It will be heard before Mr Hankin. It is noted that Mr Izard, of Wellington, will appear in support of the application. The next sitting of the R. M. Court will be on Thursday, the 7th of February. It will be seen the loan proposals for Roberts' Line, have been rejected, and those for the Tiritea Line carried. We fear the ratepayers who opposed the vote for Roberts Line have done something they will have cause to regret. We understand that although the ss. Aorangi came out as a Glasgow ship, being registered at the port where she was built, yet it is intended that as soon as she reaches Christchurch she will be registered there as a New Zealand ship, of the port of Lyttelton. On Monday Messrs Stevens and Gorton will sell at the month of the Rangitikei river, the damaged cargo of cement of the steamer Napier, recently ashore there. To-morrow is the day of Mr Greenwood's professional visit to Palmerston, his consulting rooms being at Walkley's Commercial Hotel. Access to North Street is almost cut off by the recent floods, and the inhabitants have forwarded signatures to a memorial requesting the Council to grant them assistance. One of the worst cases is that of Mr Gray, whose house is almost surrounded by water. Mr Rutherford took his departure by train last night, en route for Wellington. There were a good many of his friends on the platform to wish him bon voyage. Through one of the horses shying at the train last evening, the Napier coach nearly capsized at the crossing, the driver managed to pull up, but stuck to his reins manfully. A broken pole and bar was all the damage done.: [451, 545, 603, 1541]
column-7: [951, 34, 1114, 1474]
fire-heading: ALARM OF FIRE.: [323, 873, 407, 885]
stormbird-paragraph: The Stormbird, which left Wanganui at half-past 2 o'clock p.m. on Tuesday, did not reach Wellington until 2 yesterday afternoon, the passage having been unusually rough and stormy.: [4, 326, 156, 379]
notice-heading: NOTICE.: [842, 826, 884, 838]
rainfall-article: Nearly four inches of rain has fallen in Melbourne since Sunday last. The fall is quite unprecedented.: [288, 403, 442, 435]
lease-item: 2 Business sites, each 33 feet frontage next to Town Hall.: [780, 305, 946, 326]
port-label: PORT OF WANGANUI,: [36, 109, 124, 120]
tenders-notice: TENDERS will be received by the Oroua County Council up to 10 a.m., on Wednesday, February 6th, for erecting a 70 feet span and Footbridge across the Awa Hura Bridge. Plans and specifications may be seen at the County Office, Feilding, and at the Manawatu Road Board Office, Palmerston North. The lowest or any tender not necessarily accepted.: [612, 842, 771, 937]
